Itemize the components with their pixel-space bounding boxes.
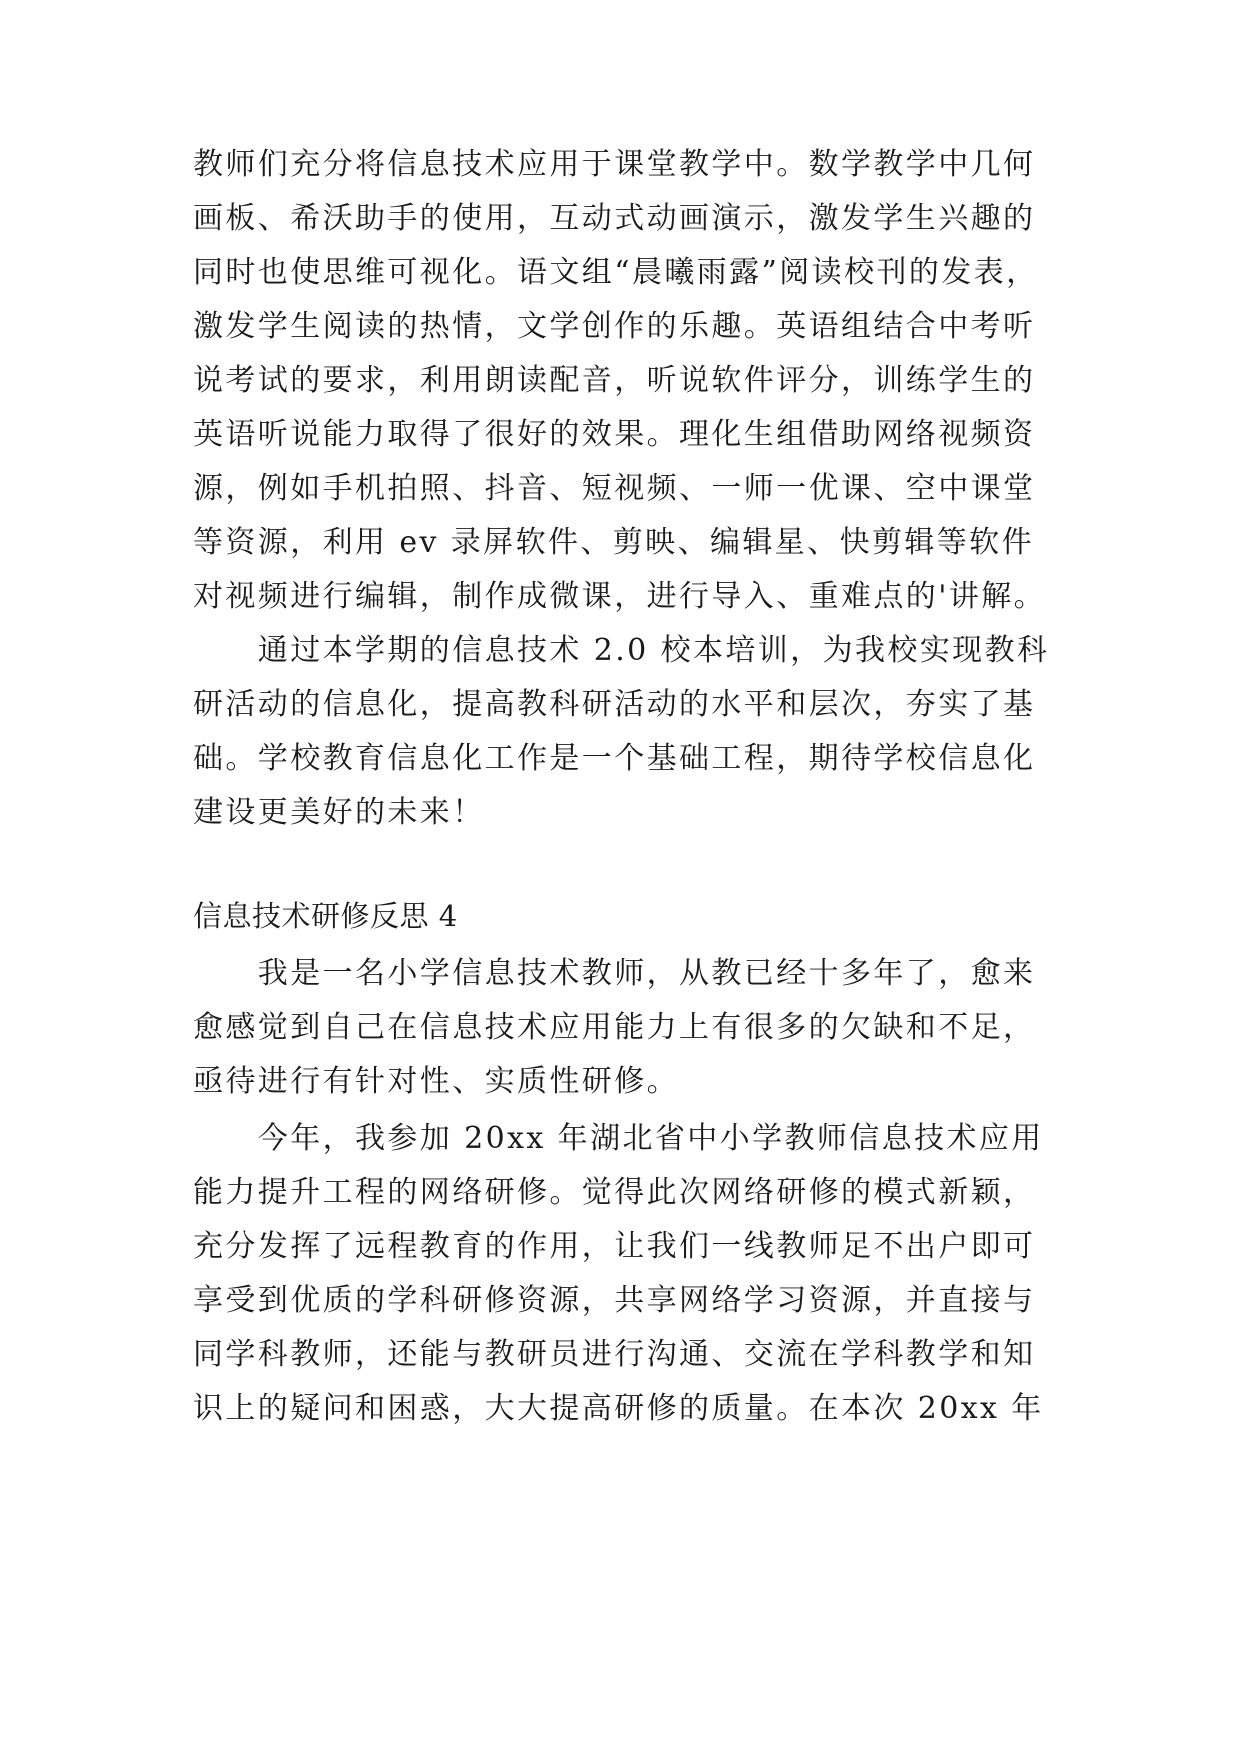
paragraph-line: 画板、希沃助手的使用，互动式动画演示，激发学生兴趣的 (193, 201, 1036, 236)
paragraph-line: 充分发挥了远程教育的作用，让我们一线教师足不出户即可 (193, 1229, 1036, 1264)
paragraph-line: 我是一名小学信息技术教师，从教已经十多年了，愈来 (193, 956, 1036, 991)
paragraph-line: 教师们充分将信息技术应用于课堂教学中。数学教学中几何 (193, 147, 1036, 182)
paragraph-line: 对视频进行编辑，制作成微课，进行导入、重难点的'讲解。 (193, 579, 1047, 614)
paragraph-line: 研活动的信息化，提高教科研活动的水平和层次，夯实了基 (193, 687, 1036, 722)
paragraph-line: 激发学生阅读的热情，文学创作的乐趣。英语组结合中考听 (193, 309, 1036, 344)
paragraph-line: 识上的疑问和困惑，大大提高研修的质量。在本次 20xx 年 (193, 1391, 1044, 1426)
paragraph-line: 今年，我参加 20xx 年湖北省中小学教师信息技术应用 (193, 1121, 1044, 1156)
paragraph-line: 说考试的要求，利用朗读配音，听说软件评分，训练学生的 (193, 363, 1036, 398)
paragraph-line: 愈感觉到自己在信息技术应用能力上有很多的欠缺和不足， (193, 1010, 1036, 1045)
paragraph-line: 源，例如手机拍照、抖音、短视频、一师一优课、空中课堂 (193, 471, 1036, 506)
paragraph-line: 等资源，利用 ev 录屏软件、剪映、编辑星、快剪辑等软件 (193, 525, 1034, 560)
section-title: 信息技术研修反思 4 (193, 899, 458, 933)
paragraph-line: 享受到优质的学科研修资源，共享网络学习资源，并直接与 (193, 1283, 1036, 1318)
paragraph-line: 同时也使思维可视化。语文组“晨曦雨露”阅读校刊的发表， (193, 255, 1039, 290)
paragraph-line: 建设更美好的未来！ (193, 795, 485, 830)
paragraph-line: 英语听说能力取得了很好的效果。理化生组借助网络视频资 (193, 417, 1036, 452)
paragraph-line: 同学科教师，还能与教研员进行沟通、交流在学科教学和知 (193, 1337, 1036, 1372)
paragraph-line: 通过本学期的信息技术 2.0 校本培训，为我校实现教科 (193, 633, 1050, 668)
paragraph-line: 础。学校教育信息化工作是一个基础工程，期待学校信息化 (193, 741, 1036, 776)
paragraph-line: 能力提升工程的网络研修。觉得此次网络研修的模式新颖， (193, 1175, 1036, 1210)
paragraph-line: 亟待进行有针对性、实质性研修。 (193, 1064, 679, 1099)
